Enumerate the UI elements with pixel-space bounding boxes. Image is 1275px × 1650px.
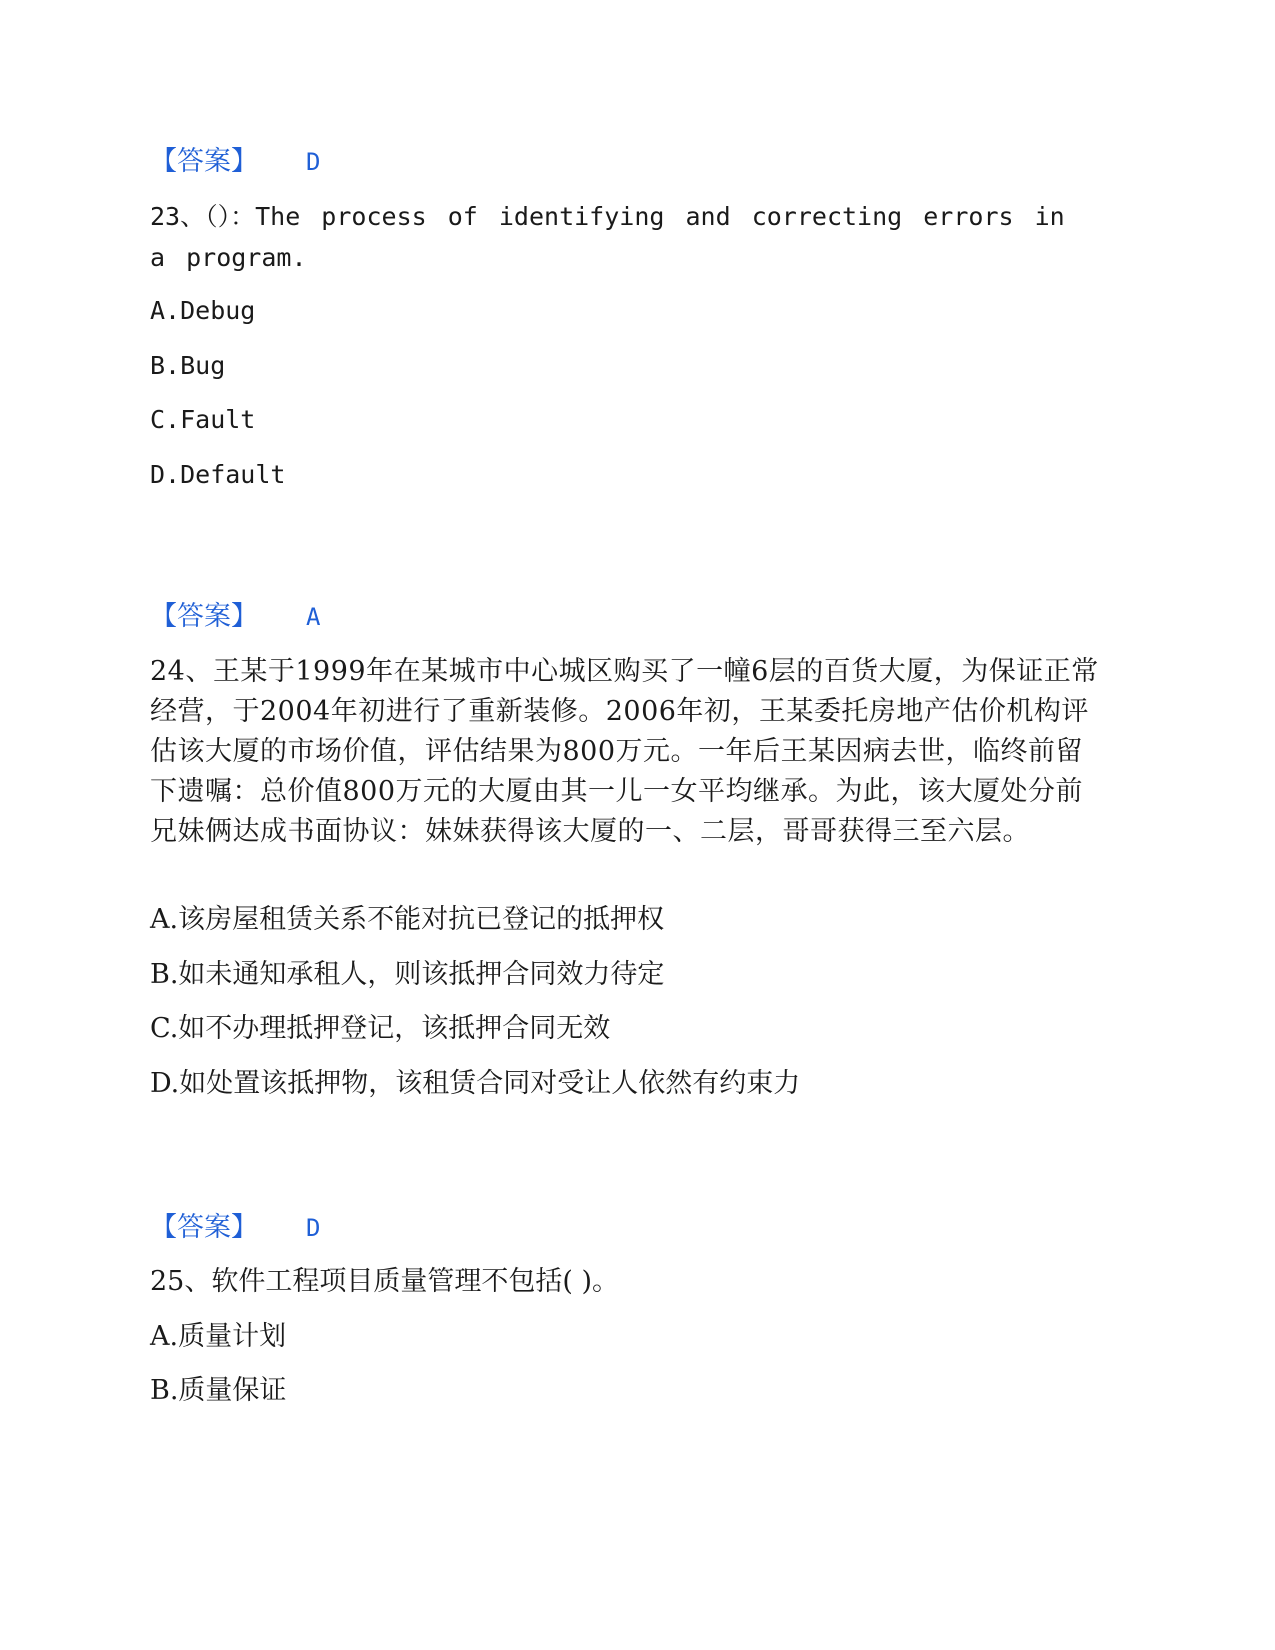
answer-tag: 【答案】 xyxy=(150,601,258,632)
answer-tag: 【答案】 xyxy=(150,146,258,177)
question-25-text: 25、软件工程项目质量管理不包括( )。 xyxy=(150,1266,620,1297)
question-23-option-d: D.Default xyxy=(150,460,286,489)
question-24-option-a: A.该房屋租赁关系不能对抗已登记的抵押权 xyxy=(150,904,665,935)
answer-value: D xyxy=(306,148,321,176)
question-24-option-d: D.如处置该抵押物，该租赁合同对受让人依然有约束力 xyxy=(150,1068,801,1099)
question-23-option-c: C.Fault xyxy=(150,405,256,434)
question-23-option-a: A.Debug xyxy=(150,296,256,325)
answer-line xyxy=(150,1211,320,1245)
answer-line xyxy=(150,600,320,634)
question-23-text: 23、（）：The process of identifying and correcting errors in a program. xyxy=(150,202,1065,272)
question-24-option-b: B.如未通知承租人，则该抵押合同效力待定 xyxy=(150,959,665,990)
question-24-option-c: C.如不办理抵押登记，该抵押合同无效 xyxy=(150,1013,611,1044)
question-25-option-b: B.质量保证 xyxy=(150,1375,287,1406)
question-24-text: 24、王某于1999年在某城市中心城区购买了一幢6层的百货大厦，为保证正常经营，于2004年初进行了重新装修。2006年初，王某委托房地产估价机构评估该大厦的市场价值，评估结果为800万元。一年后王某因病去世，临终前留下遗嘱：总价值800万元的大厦由其一儿一女平均继承。为此，该大厦处分前兄妹俩达成书面协议：妹妹获得该大厦的一、二层，哥哥获得三至六层。 xyxy=(150,656,1099,847)
answer-line xyxy=(150,145,320,179)
answer-value: D xyxy=(306,1214,321,1242)
answer-tag: 【答案】 xyxy=(150,1212,258,1243)
question-23-option-b: B.Bug xyxy=(150,351,226,380)
question-25-option-a: A.质量计划 xyxy=(150,1321,287,1352)
answer-value: A xyxy=(306,603,321,631)
